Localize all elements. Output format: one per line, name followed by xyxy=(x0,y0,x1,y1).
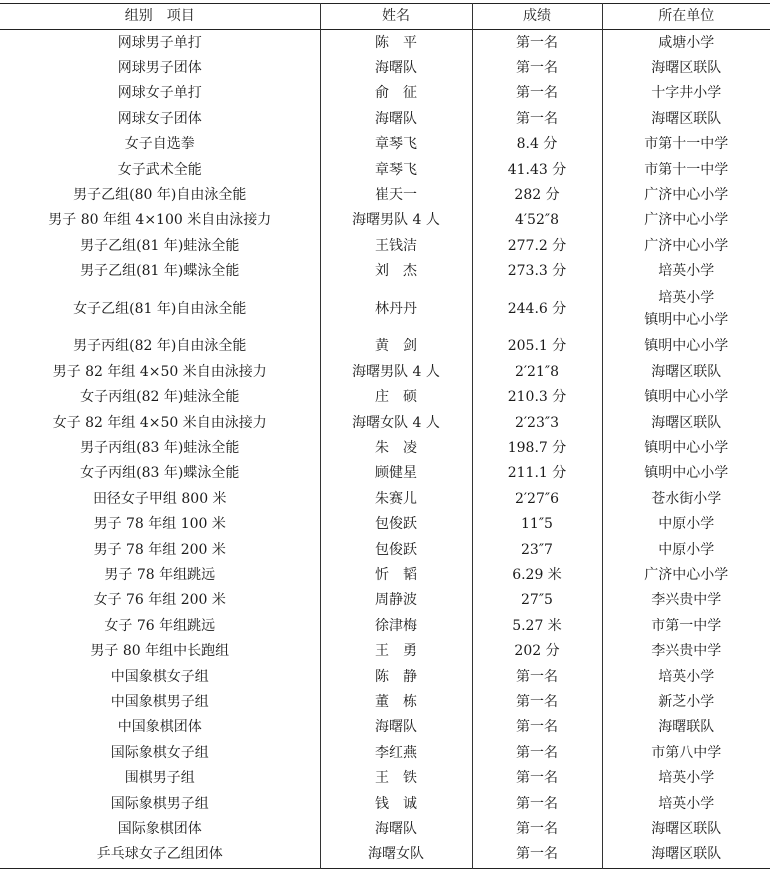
event-cell: 国际象棋男子组 xyxy=(110,795,209,812)
name-cell: 朱赛儿 xyxy=(320,487,472,512)
name-cell: 王钱洁 xyxy=(320,234,472,259)
result-cell: 第一名 xyxy=(472,817,602,842)
table-row xyxy=(0,436,770,461)
unit-cell xyxy=(602,234,770,259)
name-cell: 李红燕 xyxy=(320,741,472,766)
result-cell: 第一名 xyxy=(472,741,602,766)
unit-cell xyxy=(602,512,770,537)
result-cell: 第一名 xyxy=(472,791,602,816)
event-cell: 女子丙组(83 年)蝶泳全能 xyxy=(80,465,240,482)
unit-name: 培英小学 xyxy=(658,770,715,787)
event-cell: 网球男子团体 xyxy=(117,59,202,76)
result-cell: 211.1 分 xyxy=(472,461,602,486)
result-cell: 第一名 xyxy=(472,690,602,715)
event-cell: 女子武术全能 xyxy=(117,161,202,178)
result-cell: 273.3 分 xyxy=(472,259,602,284)
table-row xyxy=(0,107,770,132)
table-row xyxy=(0,639,770,664)
unit-cell xyxy=(602,791,770,816)
header-name: 姓名 xyxy=(320,4,472,30)
result-cell: 4′52″8 xyxy=(472,208,602,233)
unit-cell xyxy=(602,563,770,588)
name-cell: 海曙队 xyxy=(320,107,472,132)
table-row xyxy=(0,30,770,56)
result-cell: 第一名 xyxy=(472,715,602,740)
result-cell: 244.6 分 xyxy=(472,284,602,334)
header-event: 组别 项目 xyxy=(124,8,195,25)
unit-name: 市第一中学 xyxy=(651,617,722,634)
event-cell: 男子乙组(81 年)蝶泳全能 xyxy=(80,263,240,280)
event-cell: 女子乙组(81 年)自由泳全能 xyxy=(73,300,247,317)
name-cell: 包俊跃 xyxy=(320,512,472,537)
table-body xyxy=(0,30,770,868)
unit-name: 海曙区联队 xyxy=(651,846,722,863)
name-cell: 徐津梅 xyxy=(320,614,472,639)
table-row xyxy=(0,208,770,233)
result-cell: 第一名 xyxy=(472,56,602,81)
unit-cell xyxy=(602,107,770,132)
unit-cell xyxy=(602,639,770,664)
name-cell: 包俊跃 xyxy=(320,537,472,562)
event-cell: 男子 78 年组跳远 xyxy=(104,567,216,583)
name-cell: 王 铁 xyxy=(320,766,472,791)
event-cell: 男子 82 年组 4×50 米自由泳接力 xyxy=(52,363,267,380)
name-cell: 黄 剑 xyxy=(320,334,472,359)
name-cell: 海曙男队 4 人 xyxy=(320,360,472,385)
unit-cell xyxy=(602,664,770,689)
name-cell: 海曙男队 4 人 xyxy=(320,208,472,233)
unit-name: 市第十一中学 xyxy=(644,161,729,178)
unit-cell xyxy=(602,614,770,639)
header-result: 成绩 xyxy=(472,4,602,30)
unit-name: 海曙区联队 xyxy=(651,363,722,380)
unit-cell xyxy=(602,284,770,334)
unit-cell xyxy=(602,766,770,791)
event-cell: 乒乓球女子乙组团体 xyxy=(96,846,223,863)
unit-cell xyxy=(602,81,770,106)
table-header-row xyxy=(0,4,770,30)
table-row xyxy=(0,842,770,868)
table-row xyxy=(0,512,770,537)
event-cell: 男子 80 年组中长跑组 xyxy=(90,643,230,660)
unit-name: 海曙区联队 xyxy=(651,820,722,837)
result-cell: 27″5 xyxy=(472,588,602,613)
unit-cell xyxy=(602,360,770,385)
name-cell: 崔天一 xyxy=(320,183,472,208)
event-cell: 中国象棋男子组 xyxy=(110,693,209,710)
event-cell: 男子乙组(81 年)蛙泳全能 xyxy=(80,237,240,254)
unit-name: 镇明中心小学 xyxy=(644,312,729,329)
event-cell: 国际象棋团体 xyxy=(117,820,202,837)
unit-cell xyxy=(602,56,770,81)
event-cell: 女子 76 年组跳远 xyxy=(104,617,216,634)
result-cell: 198.7 分 xyxy=(472,436,602,461)
table-row xyxy=(0,183,770,208)
unit-name: 镇明中心小学 xyxy=(644,389,729,406)
name-cell: 董 栋 xyxy=(320,690,472,715)
table-row xyxy=(0,334,770,359)
unit-name: 广济中心小学 xyxy=(644,237,729,254)
table-row xyxy=(0,817,770,842)
table-row xyxy=(0,690,770,715)
unit-name: 李兴贵中学 xyxy=(651,592,722,609)
table-row xyxy=(0,614,770,639)
name-cell: 俞 征 xyxy=(320,81,472,106)
unit-name: 培英小学 xyxy=(658,795,715,812)
unit-cell xyxy=(602,588,770,613)
name-cell: 周静波 xyxy=(320,588,472,613)
name-cell: 林丹丹 xyxy=(320,284,472,334)
unit-cell xyxy=(602,385,770,410)
event-cell: 田径女子甲组 800 米 xyxy=(92,490,227,507)
table-row xyxy=(0,766,770,791)
unit-cell xyxy=(602,461,770,486)
unit-cell xyxy=(602,30,770,56)
result-cell: 5.27 米 xyxy=(472,614,602,639)
unit-name: 咸塘小学 xyxy=(658,34,715,51)
table-row xyxy=(0,385,770,410)
result-cell: 11″5 xyxy=(472,512,602,537)
name-cell: 陈 平 xyxy=(320,30,472,56)
table-row xyxy=(0,588,770,613)
unit-cell xyxy=(602,410,770,435)
unit-name: 中原小学 xyxy=(658,541,715,558)
result-cell: 41.43 分 xyxy=(472,157,602,182)
unit-name: 培英小学 xyxy=(658,263,715,280)
unit-name: 镇明中心小学 xyxy=(644,338,729,355)
unit-name: 新芝小学 xyxy=(658,693,715,710)
unit-name: 苍水街小学 xyxy=(651,490,722,507)
event-cell: 女子 76 年组 200 米 xyxy=(93,592,226,609)
event-cell: 网球女子单打 xyxy=(117,85,202,102)
unit-name: 镇明中心小学 xyxy=(644,440,729,457)
result-cell: 23″7 xyxy=(472,537,602,562)
unit-name: 广济中心小学 xyxy=(644,212,729,229)
table-row xyxy=(0,56,770,81)
name-cell: 朱 凌 xyxy=(320,436,472,461)
event-cell: 女子自选拳 xyxy=(124,136,195,153)
name-cell: 钱 诚 xyxy=(320,791,472,816)
result-cell: 第一名 xyxy=(472,30,602,56)
result-cell: 2′23″3 xyxy=(472,410,602,435)
name-cell: 海曙女队 4 人 xyxy=(320,410,472,435)
event-cell: 男子丙组(83 年)蛙泳全能 xyxy=(80,440,240,457)
event-cell: 国际象棋女子组 xyxy=(110,744,209,761)
unit-cell xyxy=(602,690,770,715)
table-row xyxy=(0,259,770,284)
result-cell: 第一名 xyxy=(472,81,602,106)
result-cell: 第一名 xyxy=(472,664,602,689)
result-cell: 205.1 分 xyxy=(472,334,602,359)
result-cell: 2′27″6 xyxy=(472,487,602,512)
name-cell: 庄 硕 xyxy=(320,385,472,410)
result-cell: 277.2 分 xyxy=(472,234,602,259)
result-cell: 8.4 分 xyxy=(472,132,602,157)
table-row xyxy=(0,741,770,766)
name-cell: 海曙队 xyxy=(320,56,472,81)
name-cell: 陈 静 xyxy=(320,664,472,689)
table-row xyxy=(0,461,770,486)
table-row xyxy=(0,563,770,588)
unit-name: 市第十一中学 xyxy=(644,136,729,153)
event-cell: 女子 82 年组 4×50 米自由泳接力 xyxy=(52,414,267,431)
header-unit: 所在单位 xyxy=(602,4,770,30)
name-cell: 海曙女队 xyxy=(320,842,472,868)
unit-name: 市第八中学 xyxy=(651,744,722,761)
result-cell: 6.29 米 xyxy=(472,563,602,588)
results-table xyxy=(0,3,770,869)
event-cell: 男子 80 年组 4×100 米自由泳接力 xyxy=(48,212,272,229)
unit-cell xyxy=(602,741,770,766)
unit-name: 镇明中心小学 xyxy=(644,465,729,482)
event-cell: 男子丙组(82 年)自由泳全能 xyxy=(73,338,247,355)
unit-cell xyxy=(602,817,770,842)
table-row xyxy=(0,791,770,816)
table-row xyxy=(0,81,770,106)
unit-cell xyxy=(602,259,770,284)
event-cell: 男子 78 年组 100 米 xyxy=(93,516,226,533)
result-cell: 第一名 xyxy=(472,107,602,132)
unit-cell xyxy=(602,157,770,182)
unit-cell xyxy=(602,334,770,359)
table-row xyxy=(0,284,770,334)
result-cell: 202 分 xyxy=(472,639,602,664)
event-cell: 网球男子单打 xyxy=(117,34,202,51)
unit-cell xyxy=(602,132,770,157)
unit-name: 海曙区联队 xyxy=(651,110,722,127)
unit-name: 中原小学 xyxy=(658,516,715,533)
unit-name: 海曙区联队 xyxy=(651,414,722,431)
table-row xyxy=(0,234,770,259)
unit-name: 海曙区联队 xyxy=(651,59,722,76)
unit-name: 培英小学 xyxy=(658,668,715,685)
unit-cell xyxy=(602,715,770,740)
table-row xyxy=(0,157,770,182)
unit-name: 培英小学 xyxy=(658,290,715,307)
name-cell: 章琴飞 xyxy=(320,132,472,157)
name-cell: 海曙队 xyxy=(320,817,472,842)
name-cell: 章琴飞 xyxy=(320,157,472,182)
name-cell: 王 勇 xyxy=(320,639,472,664)
result-cell: 第一名 xyxy=(472,766,602,791)
event-cell: 男子 78 年组 200 米 xyxy=(93,541,226,558)
event-cell: 男子乙组(80 年)自由泳全能 xyxy=(73,186,247,203)
unit-name: 十字井小学 xyxy=(651,85,722,102)
unit-cell xyxy=(602,537,770,562)
unit-name: 海曙联队 xyxy=(658,719,715,736)
table-row xyxy=(0,715,770,740)
unit-name: 广济中心小学 xyxy=(644,567,729,583)
result-cell: 第一名 xyxy=(472,842,602,868)
table-row xyxy=(0,360,770,385)
name-cell: 忻 韬 xyxy=(320,563,472,588)
unit-cell xyxy=(602,487,770,512)
unit-cell xyxy=(602,183,770,208)
result-cell: 282 分 xyxy=(472,183,602,208)
unit-name: 广济中心小学 xyxy=(644,186,729,203)
name-cell: 顾健星 xyxy=(320,461,472,486)
result-cell: 210.3 分 xyxy=(472,385,602,410)
event-cell: 中国象棋团体 xyxy=(117,719,202,736)
name-cell: 海曙队 xyxy=(320,715,472,740)
unit-cell xyxy=(602,208,770,233)
unit-name: 李兴贵中学 xyxy=(651,643,722,660)
table-row xyxy=(0,537,770,562)
event-cell: 中国象棋女子组 xyxy=(110,668,209,685)
result-cell: 2′21″8 xyxy=(472,360,602,385)
event-cell: 女子丙组(82 年)蛙泳全能 xyxy=(80,389,240,406)
name-cell: 刘 杰 xyxy=(320,259,472,284)
unit-cell xyxy=(602,436,770,461)
event-cell: 网球女子团体 xyxy=(117,110,202,127)
table-row xyxy=(0,664,770,689)
table-row xyxy=(0,410,770,435)
event-cell: 围棋男子组 xyxy=(124,770,195,787)
table-row xyxy=(0,487,770,512)
unit-cell xyxy=(602,842,770,868)
table-row xyxy=(0,132,770,157)
